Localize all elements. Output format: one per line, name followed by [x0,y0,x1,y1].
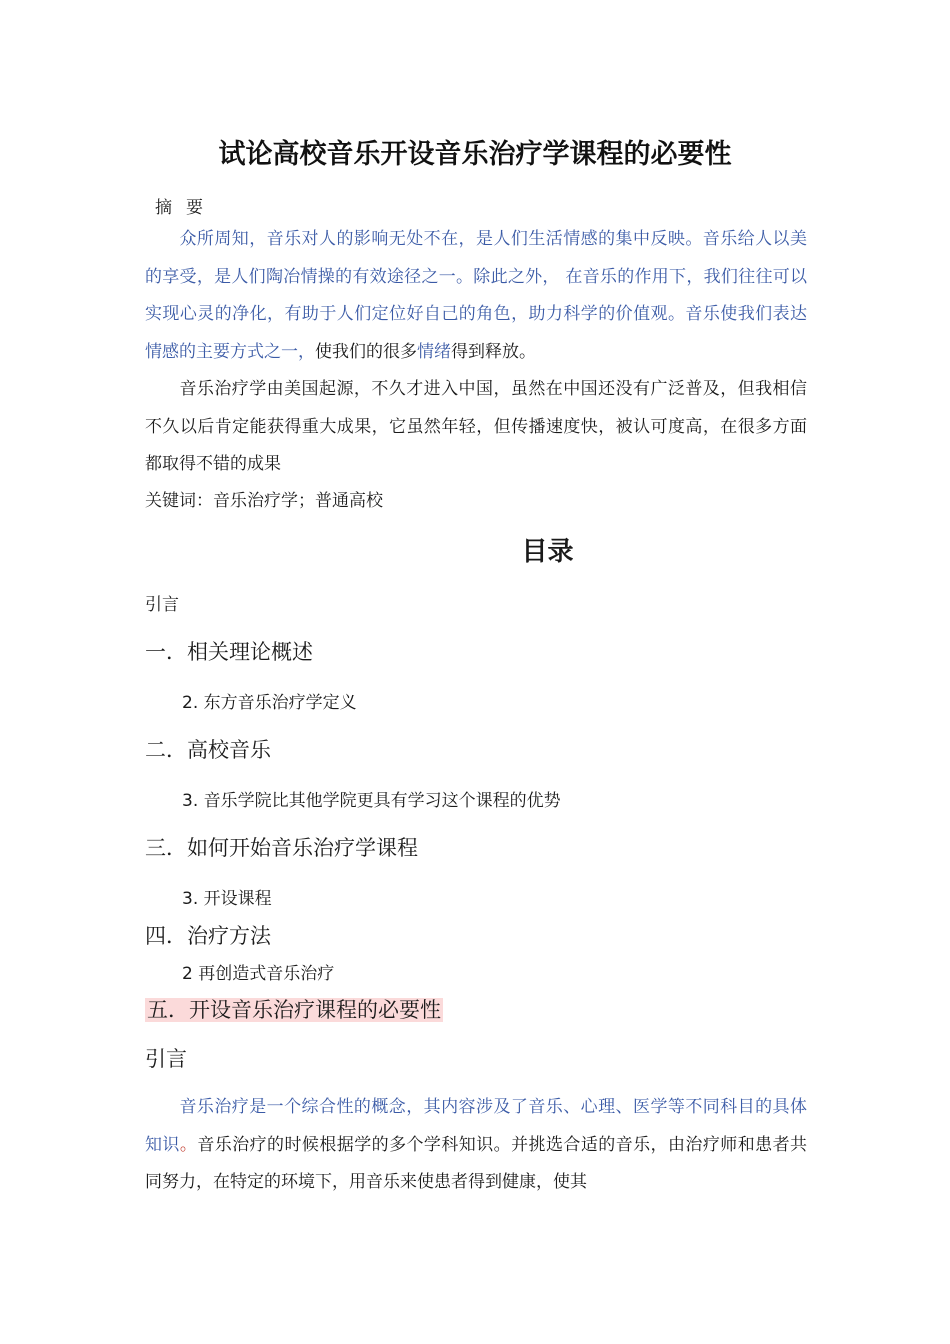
intro-red-text: 。 [179,1134,198,1155]
abstract-p2-text: 音乐治疗学由美国起源，不久才进入中国，虽然在中国还没有广泛普及，但我相信不久以后肯定能获得重大成果，它虽然年轻，但传播速度快，被认可度高，在很多方面都取得不错的成果 [145,379,807,474]
toc-item-section-4[interactable]: 四．治疗方法 [145,924,271,948]
abstract-label: 摘要 [155,198,217,218]
keywords: 关键词：音乐治疗学；普通高校 [145,491,383,511]
intro-rest-text: 音乐治疗的时候根据学的多个学科知识。并挑选合适的音乐，由治疗师和患者共同努力，在特定的环境下，用音乐来使患者得到健康，使其 [145,1134,808,1192]
toc-item-intro[interactable]: 引言 [145,595,179,615]
document-title: 试论高校音乐开设音乐治疗学课程的必要性 [218,139,732,170]
abstract-p1-dark-b: 得到释放。 [451,341,536,362]
intro-paragraph [145,1089,807,1202]
abstract-paragraph-2 [145,371,807,484]
abstract-p1-blue-a: 众所周知，音乐对人的影响无处不在，是人们生活情感的集中反映。音乐给人以美的享受，是人们陶冶情操的有效途径之一。除此之外， 在音乐的作用下，我们往往可以实现心灵的净化，有助于人们定位好自己的角色，助力科学的价值观。音乐使我们表达情感的主要方式之一， [145,229,807,362]
toc-item-section-1[interactable]: 一．相关理论概述 [145,640,313,664]
abstract-p1-blue-b: 情绪 [417,341,451,362]
toc-title: 目录 [521,537,574,567]
toc-item-section-2[interactable]: 二．高校音乐 [145,738,271,762]
abstract-paragraph-1 [145,221,807,371]
toc-item-2-3[interactable]: 3. 音乐学院比其他学院更具有学习这个课程的优势 [182,791,561,811]
abstract-p1-dark-a: 使我们的很多 [315,341,417,362]
toc-item-section-5-highlight: 五．开设音乐治疗课程的必要性 [147,998,441,1022]
toc-item-4-2[interactable]: 2 再创造式音乐治疗 [182,964,335,984]
intro-blue-text: 音乐治疗是一个综合性的概念，其内容涉及了音乐、心理、医学等不同科目的具体知识 [145,1097,807,1155]
toc-item-section-5[interactable] [145,994,443,1024]
intro-heading: 引言 [145,1047,187,1071]
toc-item-1-2[interactable]: 2. 东方音乐治疗学定义 [182,693,357,713]
toc-item-3-3[interactable]: 3. 开设课程 [182,889,272,909]
toc-item-section-3[interactable]: 三．如何开始音乐治疗学课程 [145,836,418,860]
